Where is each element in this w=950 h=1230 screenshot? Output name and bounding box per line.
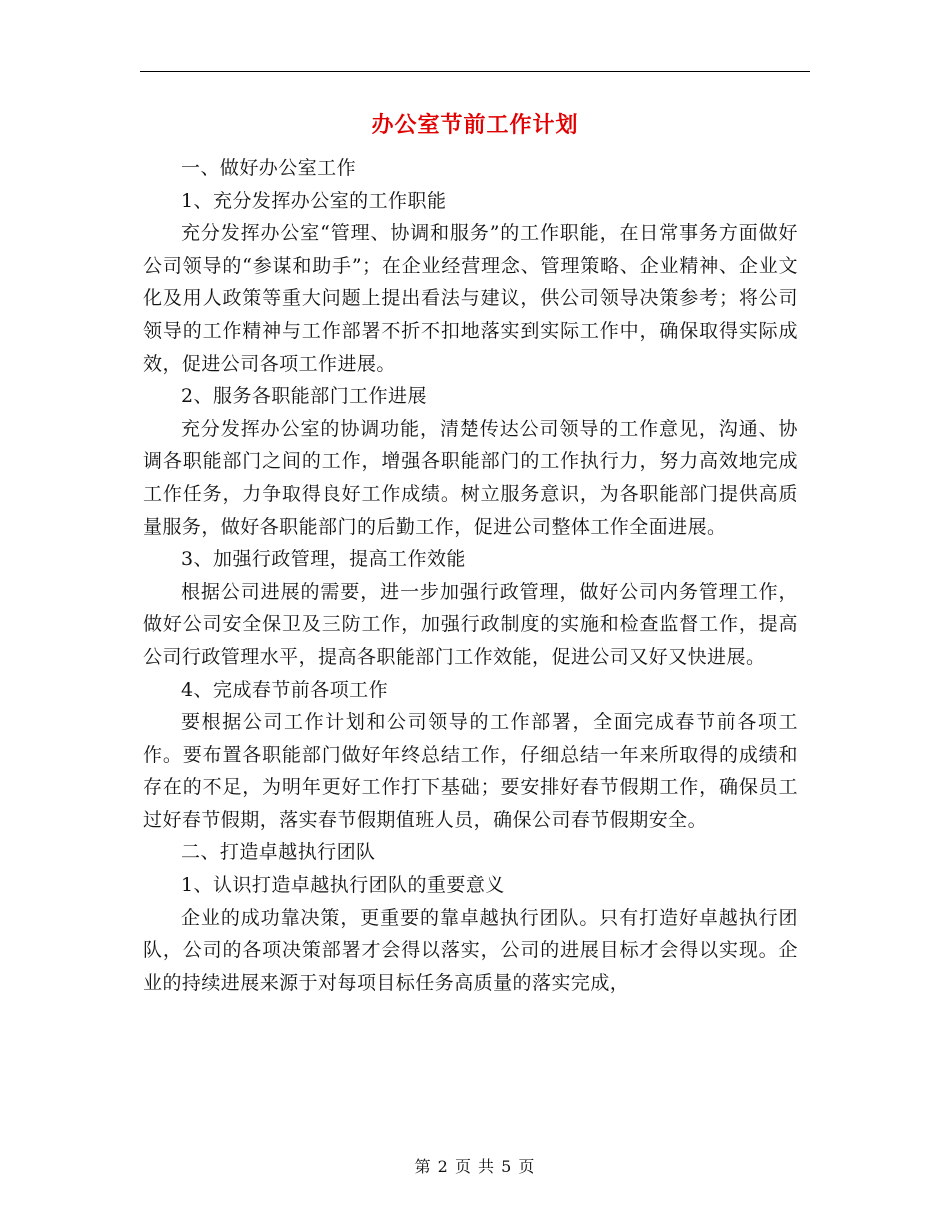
footer-label-mid: 页 共 <box>454 1157 496 1176</box>
footer-label-before: 第 <box>414 1157 432 1176</box>
document-title: 办公室节前工作计划 <box>371 113 579 138</box>
heading-section-1: 一、做好办公室工作 <box>181 157 357 179</box>
page-footer <box>0 1154 950 1177</box>
paragraph-2-1: 企业的成功靠决策，更重要的靠卓越执行团队。只有打造好卓越执行团队，公司的各项决策部署才会得以落实，公司的进展目标才会得以实现。企业的持续进展来源于对每项目标任务高质量的落实完成， <box>143 906 798 994</box>
header-rule <box>140 71 810 72</box>
subheading-1-1: 1、充分发挥办公室的工作职能 <box>181 189 447 212</box>
paragraph-1-2: 充分发挥办公室的协调功能，清楚传达公司领导的工作意见，沟通、协调各职能部门之间的工作，增强各职能部门的工作执行力，努力高效地完成工作任务，力争取得良好工作成绩。树立服务意识，为各职能部门提供高质量服务，做好各职能部门的后勤工作，促进公司整体工作全面进展。 <box>143 417 798 538</box>
subheading-1-4: 4、完成春节前各项工作 <box>181 678 389 701</box>
heading-section-2: 二、打造卓越执行团队 <box>181 841 376 864</box>
paragraph-1-1: 充分发挥办公室“管理、协调和服务”的工作职能，在日常事务方面做好公司领导的“参谋和助手”；在企业经营理念、管理策略、企业精神、企业文化及用人政策等重大问题上提出看法与建议，供公司领导决策参考；将公司领导的工作精神与工作部署不折不扣地落实到实际工作中，确保取得实际成效，促进公司各项工作进展。 <box>143 222 798 375</box>
paragraph-1-4: 要根据公司工作计划和公司领导的工作部署，全面完成春节前各项工作。要布置各职能部门做好年终总结工作，仔细总结一年来所取得的成绩和存在的不足，为明年更好工作打下基础；要安排好春节假期工作，确保员工过好春节假期，落实春节假期值班人员，确保公司春节假期安全。 <box>143 711 798 831</box>
footer-label-after: 页 <box>518 1157 536 1176</box>
subheading-1-2: 2、服务各职能部门工作进展 <box>181 385 427 408</box>
subheading-1-3: 3、加强行政管理，提高工作效能 <box>181 548 466 571</box>
subheading-2-1: 1、认识打造卓越执行团队的重要意义 <box>181 874 505 897</box>
current-page-number: 2 <box>437 1157 449 1176</box>
document-body <box>143 152 798 999</box>
paragraph-1-3: 根据公司进展的需要，进一步加强行政管理，做好公司内务管理工作，做好公司安全保卫及三防工作，加强行政制度的实施和检查监督工作，提高公司行政管理水平，提高各职能部门工作效能，促进公司又好又快进展。 <box>143 580 798 668</box>
total-page-count: 5 <box>501 1157 513 1176</box>
